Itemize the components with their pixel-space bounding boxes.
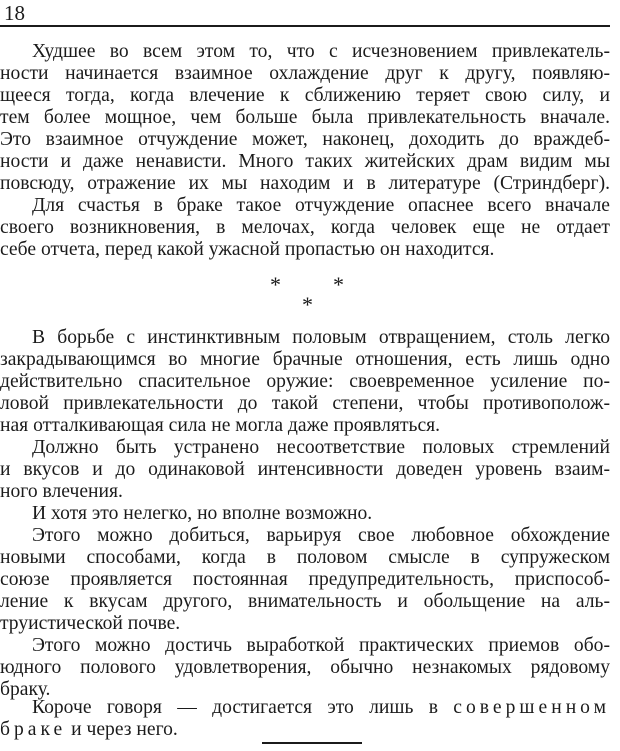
text-segment: Короче говоря — достигается это лишь в [32,697,454,718]
text-line: ление к вкусам другого, внимательность и обольщение на аль- [0,591,610,612]
text-line [0,719,610,741]
header-rule [0,25,610,27]
separator-star: * [270,272,281,297]
paragraph-6 [0,525,610,635]
text-line: юдного полового удовлетворения, обычно незнакомых рядовому [0,657,610,678]
text-line: действительно спасительное оружие: своевременное усиление по- [0,371,610,392]
emphasized-text: совершенном [453,697,610,718]
text-line: браку. [0,679,51,700]
paragraph-3 [0,327,610,437]
text-line: и вкусов и до одинаковой интенсивности доведен уровень взаим- [0,459,610,480]
text-line: Худшее во всем этом то, что с исчезновением привлекатель- [32,41,610,62]
text-line: ловой привлекательности до такой степени, чтобы противополож- [0,393,610,414]
text-line: своего возникновения, в мелочах, когда человек еще не отдает [0,217,610,238]
paragraph-5 [0,503,610,525]
paragraph-8 [0,697,610,741]
paragraph-1 [0,41,610,195]
page-number: 18 [4,1,25,25]
text-line: В борьбе с инстинктивным половым отвращением, столь легко [32,327,610,348]
text-line: труистической почве. [0,613,181,634]
text-line: И хотя это нелегко, но вполне возможно. [32,503,373,524]
paragraph-2 [0,195,610,261]
text-line: Должно быть устранено несоответствие половых стремлений [32,437,610,458]
text-line: ная отталкивающая сила не могла даже проявляться. [0,415,441,436]
separator-star: * [302,292,313,317]
text-line: тем более мощное, чем больше была привлекательность вначале. [0,107,610,128]
asterism-separator [0,272,620,317]
text-line: союзе проявляется постоянная предупредительность, приспособ- [0,569,610,590]
paragraph-4 [0,437,610,503]
text-line: ности начинается взаимное охлаждение друг к другу, появляю- [0,63,610,84]
text-line [0,697,610,719]
separator-star: * [333,272,344,297]
paragraph-7 [0,635,610,701]
text-segment: и через него. [66,719,178,740]
text-line: новыми способами, когда в половом смысле в супружеском [0,547,610,568]
text-line: Этого можно добиться, варьируя свое любовное обхождение [32,525,610,546]
text-line: щееся тогда, когда влечение к сближению теряет свою силу, и [0,85,610,106]
text-line: себе отчета, перед какой ужасной пропастью он находится. [0,239,495,260]
text-line: Для счастья в браке такое отчуждение опаснее всего вначале [32,195,610,216]
footer-rule [262,742,362,744]
text-line: Это взаимное отчуждение может, наконец, доходить до враждеб- [0,129,610,150]
text-line: Этого можно достичь выработкой практических приемов обо- [32,635,610,656]
text-line: ного влечения. [0,481,123,502]
emphasized-text: браке [0,719,67,740]
text-line: закрадывающимся во многие брачные отношения, есть лишь одно [0,349,610,370]
text-line: ности и даже ненависти. Много таких житейских драм видим мы [0,151,610,172]
text-line: повсюду, отражение их мы находим и в литературе (Стриндберг). [0,173,610,194]
